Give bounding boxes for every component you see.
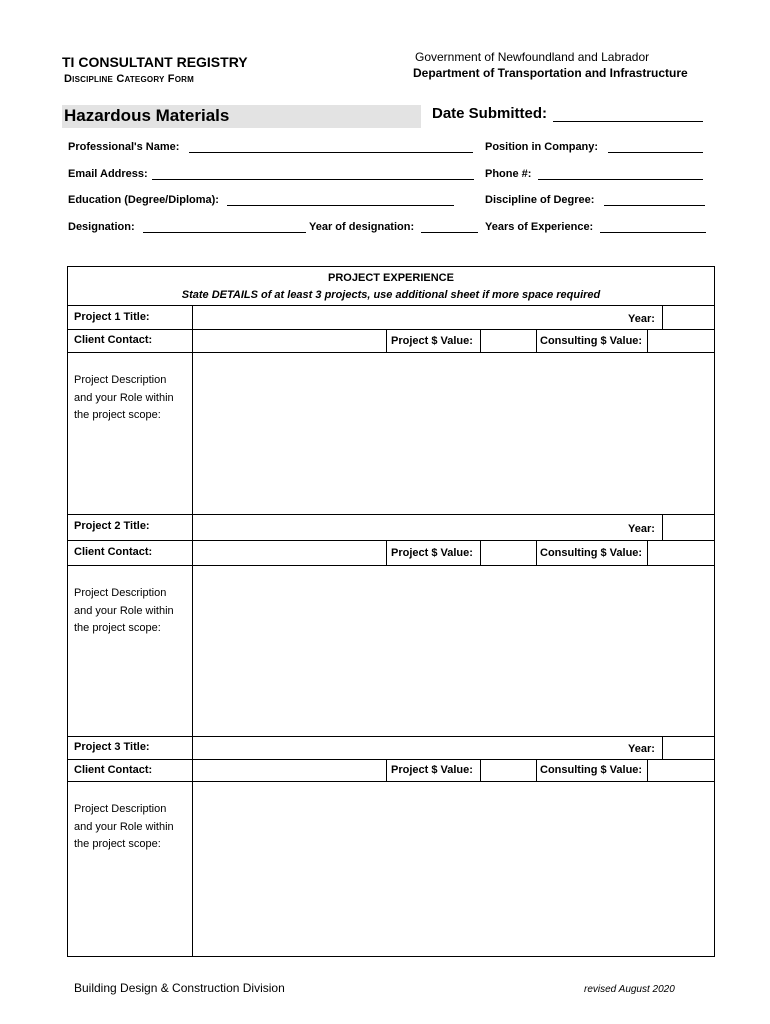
project-3-consulting-field[interactable]: [648, 760, 714, 781]
project-1-value-label: Project $ Value:: [391, 335, 473, 347]
project-3-client-field[interactable]: [193, 760, 386, 781]
project-2-client-label: Client Contact:: [74, 546, 153, 558]
category-title: Hazardous Materials: [64, 106, 230, 125]
project-2-year-label: Year:: [628, 523, 655, 535]
project-3-title-label: Project 3 Title:: [74, 741, 150, 753]
project-2-consulting-field[interactable]: [648, 541, 714, 565]
government-name: Government of Newfoundland and Labrador: [415, 50, 650, 64]
project-3-year-field[interactable]: [663, 737, 714, 759]
position-label: Position in Company:: [485, 141, 599, 153]
project-1-description-field[interactable]: [193, 353, 714, 514]
project-1-value-field[interactable]: [481, 330, 536, 352]
project-3-description-field[interactable]: [193, 782, 714, 956]
project-2-title-label: Project 2 Title:: [74, 520, 150, 532]
project-3-consulting-label: Consulting $ Value:: [540, 764, 643, 776]
year-designation-label: Year of designation:: [309, 221, 415, 233]
project-1-year-field[interactable]: [663, 306, 714, 329]
footer-revised: revised August 2020: [584, 984, 675, 995]
project-1-client-field[interactable]: [193, 330, 386, 352]
education-label: Education (Degree/Diploma):: [68, 194, 219, 206]
footer-division: Building Design & Construction Division: [74, 981, 285, 995]
registry-title: TI CONSULTANT REGISTRY: [62, 54, 248, 70]
project-3-value-label: Project $ Value:: [391, 764, 473, 776]
project-3-year-label: Year:: [628, 743, 655, 755]
project-2-consulting-label: Consulting $ Value:: [540, 547, 643, 559]
project-1-consulting-field[interactable]: [648, 330, 714, 352]
project-1-description-label: Project Description and your Role within the project scope:: [74, 374, 174, 421]
discipline-degree-label: Discipline of Degree:: [485, 194, 595, 206]
project-1-client-label: Client Contact:: [74, 334, 153, 346]
project-2-value-field[interactable]: [481, 541, 536, 565]
department-name: Department of Transportation and Infrastructure: [413, 66, 688, 80]
years-experience-label: Years of Experience:: [485, 221, 594, 233]
professional-name-label: Professional's Name:: [68, 141, 180, 153]
project-2-client-field[interactable]: [193, 541, 386, 565]
project-3-description-label: Project Description and your Role within the project scope:: [74, 803, 174, 850]
project-2-year-field[interactable]: [663, 515, 714, 540]
table-instruction: State DETAILS of at least 3 projects, use additional sheet if more space required: [181, 289, 601, 301]
phone-label: Phone #:: [485, 168, 532, 180]
project-1-year-label: Year:: [628, 313, 655, 325]
project-3-client-label: Client Contact:: [74, 764, 153, 776]
project-1-consulting-label: Consulting $ Value:: [540, 335, 643, 347]
project-2-title-field[interactable]: [193, 515, 625, 540]
designation-label: Designation:: [68, 221, 135, 233]
date-submitted-label: Date Submitted:: [432, 105, 548, 122]
form-subtitle: Discipline Category Form: [64, 73, 194, 85]
project-2-description-field[interactable]: [193, 566, 714, 736]
project-3-title-field[interactable]: [193, 737, 625, 759]
project-2-description-label: Project Description and your Role within the project scope:: [74, 587, 174, 634]
project-2-value-label: Project $ Value:: [391, 547, 473, 559]
table-heading: PROJECT EXPERIENCE: [328, 272, 454, 284]
project-1-title-field[interactable]: [193, 306, 625, 329]
project-1-title-label: Project 1 Title:: [74, 311, 150, 323]
project-3-value-field[interactable]: [481, 760, 536, 781]
email-label: Email Address:: [68, 168, 148, 180]
